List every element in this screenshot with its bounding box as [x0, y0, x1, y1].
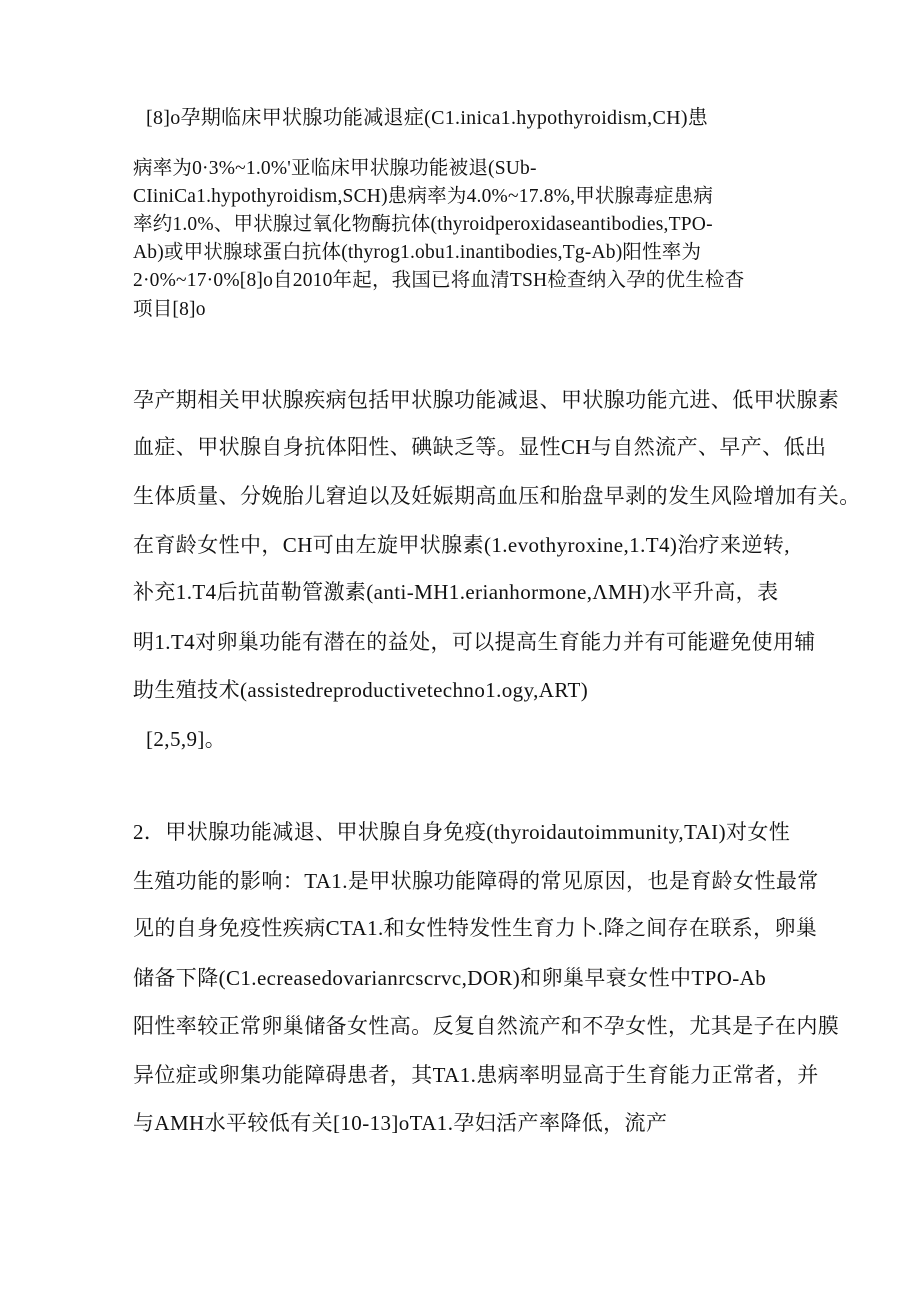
paragraph-2-line-6: 项目[8]o: [133, 299, 206, 320]
paragraph-1-line-1: [8]o孕期临床甲状腺功能减退症(C1.inica1.hypothyroidism,CH)患: [146, 107, 709, 129]
paragraph-5-line-7: 与AMH水平较低有关[10-13]oTA1.孕妇活产率降低，流产: [133, 1111, 668, 1135]
paragraph-2-line-1: 病率为0·3%~1.0%'亚临床甲状腺功能被退(SUb-: [133, 158, 537, 179]
paragraph-2-line-3: 率约1.0%、甲状腺过氧化物酶抗体(thyroidperoxidaseantibodies,TPO-: [133, 214, 713, 235]
paragraph-5-line-4: 储备下降(C1.ecreasedovarianrcscrvc,DOR)和卵巢早衰女性中TPO-Ab: [133, 966, 767, 990]
paragraph-5-line-1: 2．甲状腺功能减退、甲状腺自身免疫(thyroidautoimmunity,TAI)对女性: [133, 820, 791, 844]
paragraph-5-line-3: 见的自身免疫性疾病CTA1.和女性特发性生育力卜.降之间存在联系，卵巢: [133, 916, 818, 940]
paragraph-3-line-6: 明1.T4对卵巢功能有潜在的益处，可以提高生育能力并有可能避免使用辅: [133, 630, 816, 654]
paragraph-5-line-5: 阳性率较正常卵巢储备女性高。反复自然流产和不孕女性，尤其是子在内膜: [133, 1014, 840, 1038]
paragraph-3-line-4: 在育龄女性中，CH可由左旋甲状腺素(1.evothyroxine,1.T4)治疗来逆转,: [133, 533, 790, 557]
paragraph-2-line-2: CIiniCa1.hypothyroidism,SCH)患病率为4.0%~17.8%,甲状腺毒症患病: [133, 186, 714, 207]
paragraph-4-line-1: [2,5,9]。: [146, 727, 227, 751]
paragraph-3-line-3: 生体质量、分娩胎儿窘迫以及妊娠期高血压和胎盘早剥的发生风险增加有关。: [133, 484, 861, 508]
paragraph-3-line-1: 孕产期相关甲状腺疾病包括甲状腺功能减退、甲状腺功能亢进、低甲状腺素: [133, 388, 840, 412]
paragraph-2-line-5: 2·0%~17·0%[8]o自2010年起，我国已将血清TSH检查纳入孕的优生检杳: [133, 270, 745, 291]
paragraph-5-line-2: 生殖功能的影响：TA1.是甲状腺功能障碍的常见原因，也是育龄女性最常: [133, 869, 819, 893]
paragraph-3-line-2: 血症、甲状腺自身抗体阳性、碘缺乏等。显性CH与自然流产、早产、低出: [133, 435, 827, 459]
paragraph-2-line-4: Ab)或甲状腺球蛋白抗体(thyrog1.obu1.inantibodies,Tg-Ab)阳性率为: [133, 242, 702, 263]
paragraph-5-line-6: 异位症或卵集功能障碍患者，其TA1.患病率明显高于生育能力正常者，并: [133, 1063, 819, 1087]
paragraph-3-line-5: 补充1.T4后抗苗勒管激素(anti-MH1.erianhormone,ΛMH)水平升高，表: [133, 580, 779, 604]
paragraph-3-line-7: 助生殖技术(assistedreproductivetechno1.ogy,ART): [133, 678, 589, 702]
